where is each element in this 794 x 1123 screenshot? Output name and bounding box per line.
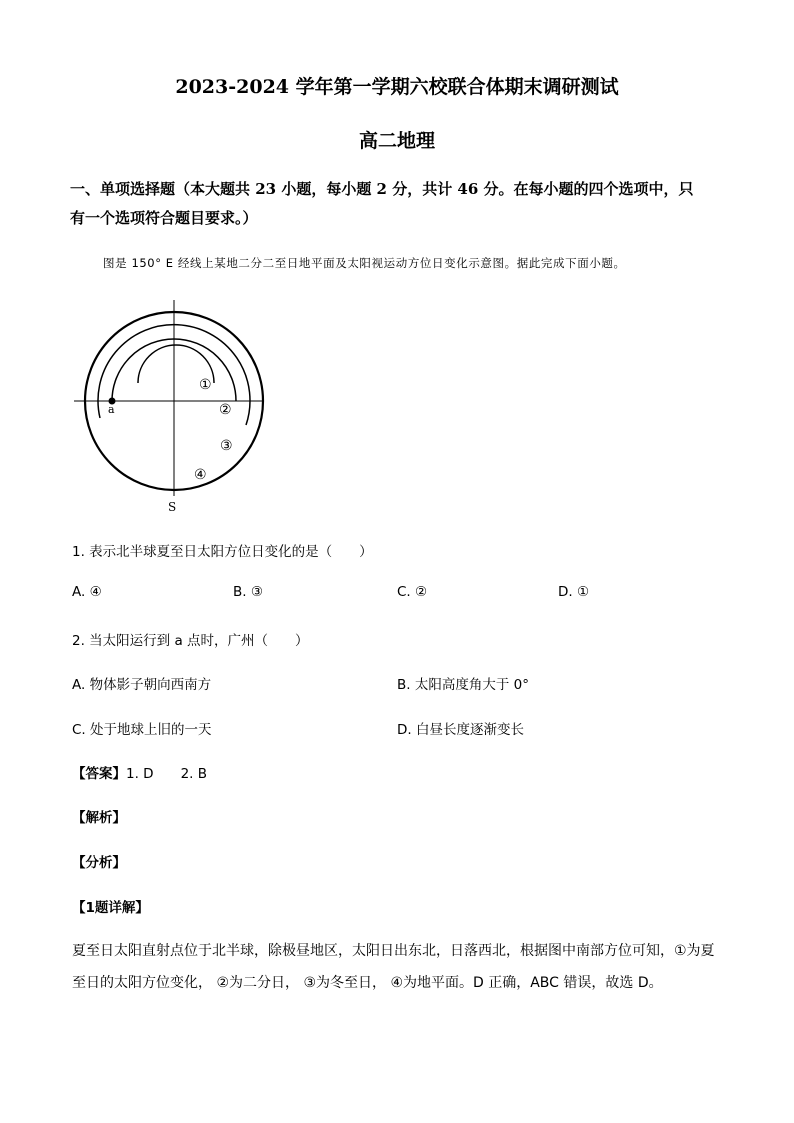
q1-option-d: D. ① <box>558 584 590 600</box>
label-1: ① <box>199 377 212 393</box>
q2-option-d: D. 白昼长度逐渐变长 <box>397 722 524 738</box>
detail-tag: 【1题详解】 <box>72 900 149 916</box>
q2-option-a: A. 物体影子朝向西南方 <box>72 677 212 693</box>
detail-line1: 夏至日太阳直射点位于北半球，除极昼地区，太阳日出东北，日落西北，根据图中南部方位可知，①为夏 <box>72 943 715 959</box>
question-1-stem: 1. 表示北半球夏至日太阳方位日变化的是（ ） <box>72 544 373 560</box>
q2-option-b: B. 太阳高度角大于 0° <box>397 677 529 693</box>
q1-option-b: B. ③ <box>233 584 263 600</box>
label-4: ④ <box>194 467 207 483</box>
analysis-tag: 【解析】 <box>72 810 126 826</box>
page-title: 2023-2024 学年第一学期六校联合体期末调研测试 <box>175 76 619 98</box>
section-heading-line1: 一、单项选择题（本大题共 23 小题，每小题 2 分，共计 46 分。在每小题的四个选项中，只 <box>70 180 694 198</box>
label-3: ③ <box>220 438 233 454</box>
label-2: ② <box>219 402 232 418</box>
detail-line2: 至日的太阳方位变化， ②为二分日， ③为冬至日， ④为地平面。D 正确，ABC 错误，故选 D。 <box>72 975 663 991</box>
q2-option-c: C. 处于地球上旧的一天 <box>72 722 212 738</box>
sun-path-diagram <box>60 290 280 520</box>
point-a-label: a <box>108 403 115 416</box>
q1-option-c: C. ② <box>397 584 428 600</box>
q1-option-a: A. ④ <box>72 584 102 600</box>
fenxi-tag: 【分析】 <box>72 855 126 871</box>
answer-line <box>72 762 207 782</box>
answer-text: 1. D 2. B <box>126 766 207 782</box>
section-heading-line2: 有一个选项符合题目要求。） <box>70 209 258 227</box>
page-subtitle: 高二地理 <box>358 130 435 152</box>
question-2-stem: 2. 当太阳运行到 a 点时，广州（ ） <box>72 633 309 649</box>
answer-tag: 【答案】 <box>72 766 126 782</box>
south-label: S <box>168 500 177 514</box>
figure-intro: 图是 150° E 经线上某地二分二至日地平面及太阳视运动方位日变化示意图。据此完成下面小题。 <box>103 256 626 270</box>
